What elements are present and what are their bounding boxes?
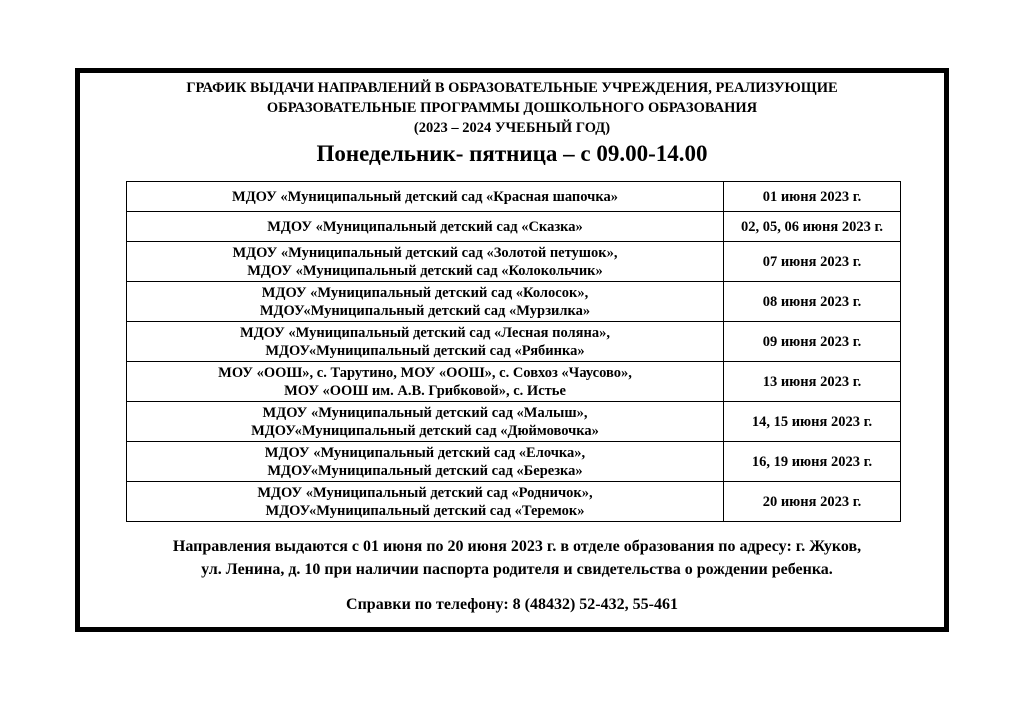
institution-line: МДОУ«Муниципальный детский сад «Теремок»	[265, 502, 585, 519]
date-cell: 08 июня 2023 г.	[724, 282, 901, 322]
institution-line: МДОУ«Муниципальный детский сад «Мурзилка»	[259, 302, 591, 319]
table-row	[127, 362, 901, 402]
table-row	[127, 212, 901, 242]
institution-line: МДОУ «Муниципальный детский сад «Красная шапочка»	[232, 188, 618, 205]
date-cell: 14, 15 июня 2023 г.	[724, 402, 901, 442]
institution-cell	[127, 282, 724, 322]
table-row	[127, 242, 901, 282]
table-row	[127, 482, 901, 522]
institution-cell	[127, 322, 724, 362]
table-row	[127, 182, 901, 212]
institution-line: МДОУ «Муниципальный детский сад «Малыш»,	[262, 404, 588, 421]
institution-line: МДОУ «Муниципальный детский сад «Родничок»,	[257, 484, 593, 501]
schedule-hours: Понедельник- пятница – с 09.00-14.00	[316, 141, 708, 166]
document-frame	[75, 68, 949, 632]
date-cell: 20 июня 2023 г.	[724, 482, 901, 522]
institution-line: МДОУ «Муниципальный детский сад «Сказка»	[267, 218, 583, 235]
table-row	[127, 402, 901, 442]
date-cell: 09 июня 2023 г.	[724, 322, 901, 362]
footer-note	[88, 535, 946, 581]
institution-line: МДОУ «Муниципальный детский сад «Лесная поляна»,	[240, 324, 610, 341]
date-cell: 02, 05, 06 июня 2023 г.	[724, 212, 901, 242]
date-cell: 13 июня 2023 г.	[724, 362, 901, 402]
institution-line: МДОУ «Муниципальный детский сад «Колосок»,	[261, 284, 589, 301]
schedule-table	[126, 181, 901, 522]
title-line: (2023 – 2024 УЧЕБНЫЙ ГОД)	[413, 120, 611, 136]
institution-cell	[127, 402, 724, 442]
institution-line: МДОУ «Муниципальный детский сад «Елочка»,	[264, 444, 586, 461]
institution-cell	[127, 362, 724, 402]
institution-line: МДОУ«Муниципальный детский сад «Дюймовочка»	[251, 422, 599, 439]
table-row	[127, 322, 901, 362]
institution-line: МОУ «ООШ», с. Тарутино, МОУ «ООШ», с. Совхоз «Чаусово»,	[218, 364, 632, 381]
institution-cell	[127, 212, 724, 242]
institution-line: МДОУ «Муниципальный детский сад «Золотой петушок»,	[232, 244, 618, 261]
institution-line: МДОУ«Муниципальный детский сад «Рябинка»	[265, 342, 585, 359]
title-line: ГРАФИК ВЫДАЧИ НАПРАВЛЕНИЙ В ОБРАЗОВАТЕЛЬНЫЕ УЧРЕЖДЕНИЯ, РЕАЛИЗУЮЩИЕ	[186, 80, 838, 96]
institution-line: МОУ «ООШ им. А.В. Грибковой», с. Истье	[284, 382, 566, 399]
table-row	[127, 282, 901, 322]
title-line: ОБРАЗОВАТЕЛЬНЫЕ ПРОГРАММЫ ДОШКОЛЬНОГО ОБРАЗОВАНИЯ	[266, 100, 758, 116]
institution-cell	[127, 442, 724, 482]
institution-cell	[127, 242, 724, 282]
document-title	[80, 78, 944, 138]
institution-line: МДОУ «Муниципальный детский сад «Колокольчик»	[247, 262, 603, 279]
table-row	[127, 442, 901, 482]
footer-line: Направления выдаются с 01 июня по 20 июня 2023 г. в отделе образования по адресу: г. Жуков,	[172, 538, 862, 555]
institution-cell	[127, 482, 724, 522]
schedule-table-body	[127, 182, 901, 522]
footer-line: ул. Ленина, д. 10 при наличии паспорта родителя и свидетельства о рождении ребенка.	[201, 561, 833, 578]
institution-line: МДОУ«Муниципальный детский сад «Березка»	[267, 462, 583, 479]
date-cell: 07 июня 2023 г.	[724, 242, 901, 282]
date-cell: 01 июня 2023 г.	[724, 182, 901, 212]
date-cell: 16, 19 июня 2023 г.	[724, 442, 901, 482]
phone-info: Справки по телефону: 8 (48432) 52-432, 55-461	[346, 596, 678, 613]
institution-cell	[127, 182, 724, 212]
